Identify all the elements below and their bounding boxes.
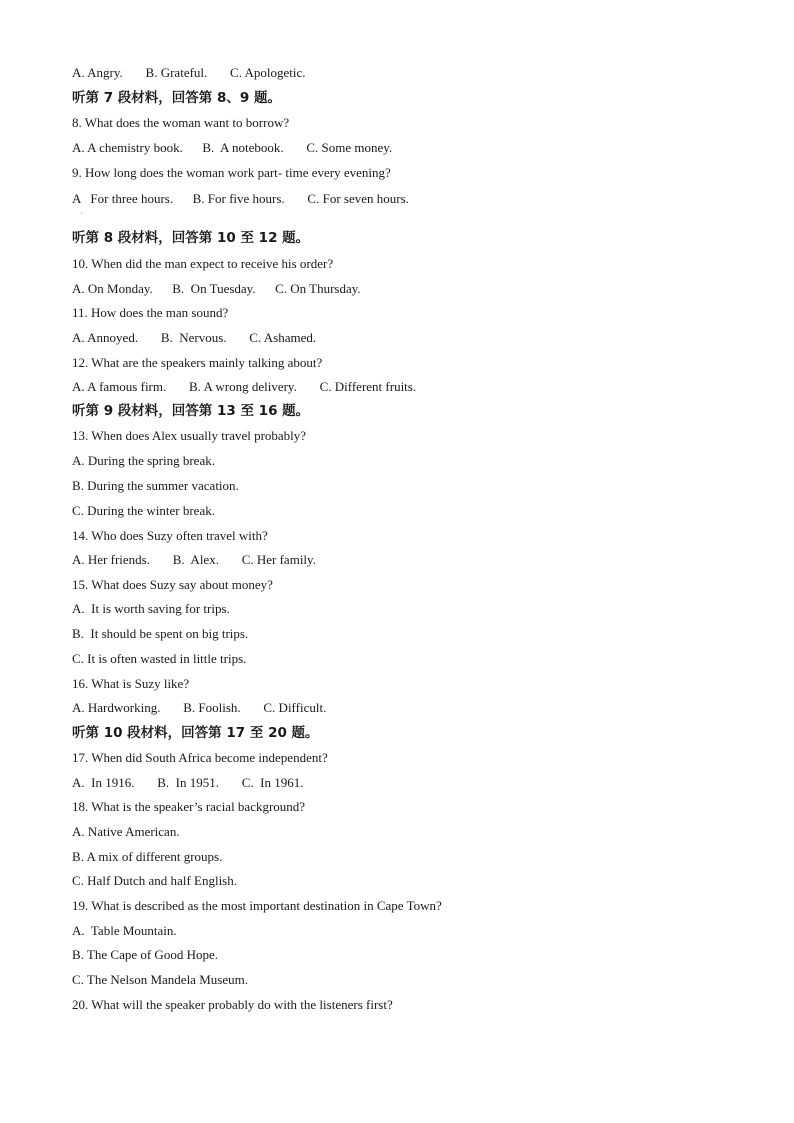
answer-options: A. On Monday. B. On Tuesday. C. On Thursday. — [72, 281, 361, 296]
answer-options: C. It is often wasted in little trips. — [72, 651, 247, 666]
question-text: 8. What does the woman want to borrow? — [72, 115, 290, 130]
answer-options: C. Half Dutch and half English. — [72, 873, 237, 888]
answer-options: A. Angry. B. Grateful. C. Apologetic. — [72, 65, 306, 80]
question-text: 19. What is described as the most important destination in Cape Town? — [72, 898, 442, 913]
answer-options: A For three hours. B. For five hours. C. For seven hours. — [72, 191, 409, 206]
question-text: 16. What is Suzy like? — [72, 676, 190, 691]
answer-options: A. Annoyed. B. Nervous. C. Ashamed. — [72, 330, 317, 345]
question-text: 15. What does Suzy say about money? — [72, 577, 273, 592]
section-heading: 听第 10 段材料，回答第 17 至 20 题。 — [72, 725, 319, 741]
question-text: 18. What is the speaker’s racial background? — [72, 799, 306, 814]
answer-options: B. It should be spent on big trips. — [72, 626, 249, 641]
answer-options: A. During the spring break. — [72, 453, 215, 468]
answer-options: A. Hardworking. B. Foolish. C. Difficult. — [72, 700, 327, 715]
question-text: 11. How does the man sound? — [72, 305, 229, 320]
stray-dot: · — [80, 209, 83, 218]
answer-options: A. A famous firm. B. A wrong delivery. C. Different fruits. — [72, 379, 417, 394]
answer-options: C. During the winter break. — [72, 503, 215, 518]
answer-options: B. During the summer vacation. — [72, 478, 239, 493]
answer-options: B. The Cape of Good Hope. — [72, 947, 218, 962]
answer-options: A. Native American. — [72, 824, 180, 839]
question-text: 9. How long does the woman work part- time every evening? — [72, 165, 391, 180]
section-heading: 听第 7 段材料，回答第 8、9 题。 — [72, 90, 281, 106]
answer-options: C. The Nelson Mandela Museum. — [72, 972, 248, 987]
question-text: 14. Who does Suzy often travel with? — [72, 528, 268, 543]
question-text: 13. When does Alex usually travel probably? — [72, 428, 307, 443]
answer-options: A. A chemistry book. B. A notebook. C. Some money. — [72, 140, 393, 155]
question-text: 20. What will the speaker probably do with the listeners first? — [72, 997, 393, 1012]
answer-options: A. Her friends. B. Alex. C. Her family. — [72, 552, 316, 567]
answer-options: B. A mix of different groups. — [72, 849, 223, 864]
section-heading: 听第 8 段材料，回答第 10 至 12 题。 — [72, 230, 310, 246]
question-text: 17. When did South Africa become independent? — [72, 750, 328, 765]
question-text: 12. What are the speakers mainly talking about? — [72, 355, 323, 370]
question-text: 10. When did the man expect to receive his order? — [72, 256, 334, 271]
answer-options: A. It is worth saving for trips. — [72, 601, 230, 616]
answer-options: A. Table Mountain. — [72, 923, 177, 938]
answer-options: A. In 1916. B. In 1951. C. In 1961. — [72, 775, 304, 790]
section-heading: 听第 9 段材料，回答第 13 至 16 题。 — [72, 403, 310, 419]
